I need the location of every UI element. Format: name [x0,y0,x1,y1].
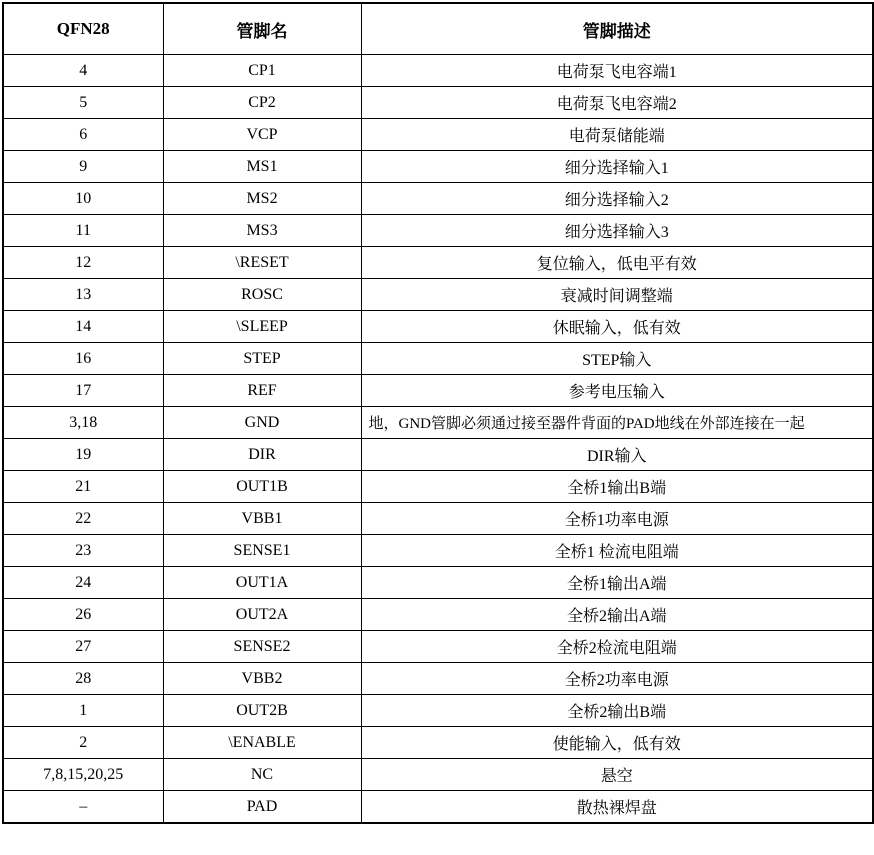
pin-name-cell: PAD [163,791,361,824]
pin-description-cell: 休眠输入，低有效 [361,311,873,343]
pin-number-cell: 9 [3,151,163,183]
pin-name-cell: OUT2B [163,695,361,727]
table-row [3,631,873,663]
table-row [3,247,873,279]
pin-name-cell: SENSE2 [163,631,361,663]
table-row [3,695,873,727]
pin-name-cell: MS2 [163,183,361,215]
pin-description-cell: 全桥1输出B端 [361,471,873,503]
table-row [3,119,873,151]
pin-description-table [2,2,874,824]
pin-description-cell: 细分选择输入2 [361,183,873,215]
pin-description-cell: 电荷泵飞电容端1 [361,55,873,87]
table-row [3,151,873,183]
table-row [3,567,873,599]
pin-description-cell: 细分选择输入3 [361,215,873,247]
table-row [3,311,873,343]
pin-number-cell: 23 [3,535,163,567]
pin-description-cell: 全桥2检流电阻端 [361,631,873,663]
table-row [3,439,873,471]
pin-description-cell: 复位输入，低电平有效 [361,247,873,279]
pin-description-cell: STEP输入 [361,343,873,375]
table-row [3,727,873,759]
pin-number-cell: 13 [3,279,163,311]
table-row [3,599,873,631]
pin-description-cell: 悬空 [361,759,873,791]
pin-number-cell: 6 [3,119,163,151]
pin-number-cell: 3,18 [3,407,163,439]
header-pin-name: 管脚名 [163,3,361,55]
table-row [3,503,873,535]
pin-number-cell: 12 [3,247,163,279]
pin-number-cell: – [3,791,163,824]
table-row [3,183,873,215]
pin-number-cell: 1 [3,695,163,727]
pin-name-cell: OUT1B [163,471,361,503]
header-pin-description: 管脚描述 [361,3,873,55]
pin-description-cell: 全桥1功率电源 [361,503,873,535]
pin-name-cell: MS3 [163,215,361,247]
table-row [3,407,873,439]
pin-name-cell: ROSC [163,279,361,311]
pin-number-cell: 2 [3,727,163,759]
table-row [3,375,873,407]
pin-description-cell: 全桥1输出A端 [361,567,873,599]
pin-number-cell: 27 [3,631,163,663]
header-qfn28: QFN28 [3,3,163,55]
pin-name-cell: REF [163,375,361,407]
pin-number-cell: 11 [3,215,163,247]
pin-name-cell: VCP [163,119,361,151]
pin-name-cell: VBB1 [163,503,361,535]
table-row [3,87,873,119]
pin-name-cell: OUT2A [163,599,361,631]
pin-name-cell: GND [163,407,361,439]
pin-name-cell: MS1 [163,151,361,183]
pin-description-cell: 地，GND管脚必须通过接至器件背面的PAD地线在外部连接在一起 [361,407,873,439]
pin-number-cell: 17 [3,375,163,407]
pin-number-cell: 21 [3,471,163,503]
table-row [3,759,873,791]
pin-name-cell: DIR [163,439,361,471]
table-row [3,791,873,824]
pin-number-cell: 24 [3,567,163,599]
pin-name-cell: \RESET [163,247,361,279]
pin-number-cell: 28 [3,663,163,695]
pin-description-cell: 全桥1 检流电阻端 [361,535,873,567]
pin-description-cell: 电荷泵储能端 [361,119,873,151]
pin-name-cell: OUT1A [163,567,361,599]
pin-number-cell: 4 [3,55,163,87]
pin-description-cell: 全桥2输出B端 [361,695,873,727]
pin-description-cell: 电荷泵飞电容端2 [361,87,873,119]
table-row [3,343,873,375]
pin-number-cell: 5 [3,87,163,119]
pin-description-cell: 衰减时间调整端 [361,279,873,311]
pin-name-cell: \SLEEP [163,311,361,343]
pin-number-cell: 10 [3,183,163,215]
pin-number-cell: 14 [3,311,163,343]
pin-name-cell: CP2 [163,87,361,119]
pin-table-body [3,55,873,824]
pin-description-cell: 使能输入，低有效 [361,727,873,759]
pin-description-cell: 全桥2功率电源 [361,663,873,695]
table-row [3,55,873,87]
pin-description-cell: 散热裸焊盘 [361,791,873,824]
pin-description-cell: 全桥2输出A端 [361,599,873,631]
table-row [3,471,873,503]
pin-name-cell: CP1 [163,55,361,87]
table-row [3,215,873,247]
pin-number-cell: 16 [3,343,163,375]
pin-name-cell: VBB2 [163,663,361,695]
pin-description-cell: 细分选择输入1 [361,151,873,183]
pin-description-cell: 参考电压输入 [361,375,873,407]
pin-number-cell: 22 [3,503,163,535]
table-row [3,535,873,567]
table-row [3,279,873,311]
pin-number-cell: 19 [3,439,163,471]
pin-name-cell: NC [163,759,361,791]
pin-number-cell: 7,8,15,20,25 [3,759,163,791]
pin-name-cell: SENSE1 [163,535,361,567]
pin-name-cell: STEP [163,343,361,375]
pin-name-cell: \ENABLE [163,727,361,759]
pin-description-cell: DIR输入 [361,439,873,471]
header-row [3,3,873,55]
pin-number-cell: 26 [3,599,163,631]
table-row [3,663,873,695]
